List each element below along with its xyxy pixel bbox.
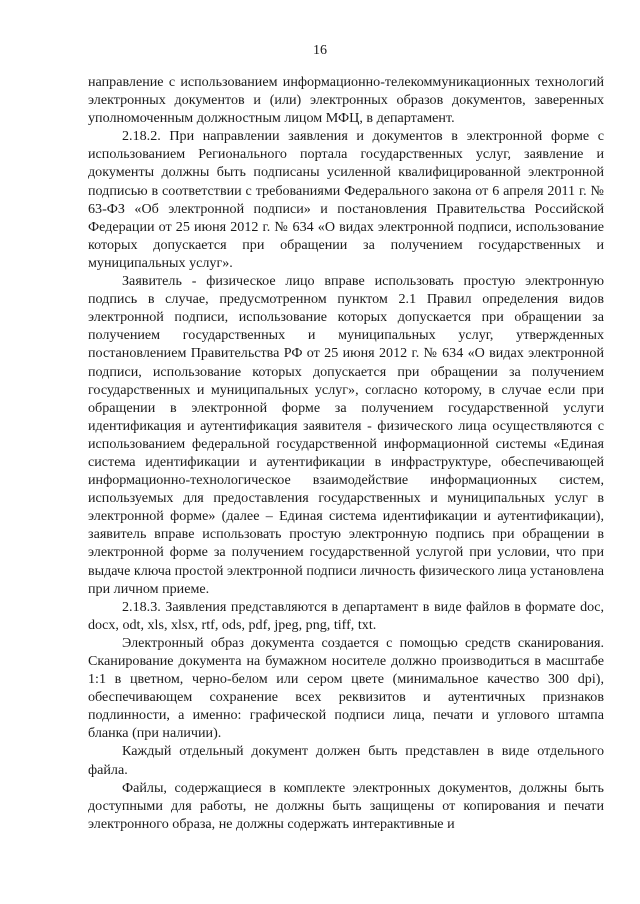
paragraph-separate-file: Каждый отдельный документ должен быть представлен в виде отдельного файла. (88, 743, 604, 778)
paragraph-continuation: направление с использованием информационно-телекоммуникационных технологий электронных документов и (или) электронных образов документов, заверенных уполномоченным должностным лицом МФЦ, в департамент. (88, 74, 604, 127)
document-body (88, 73, 604, 833)
page-number: 16 (313, 43, 327, 58)
paragraph-simple-signature: Заявитель - физическое лицо вправе использовать простую электронную подпись в случае, предусмотренном пунктом 2.1 Правил определения видов электронной подписи, использование которых допускается при обращении за получением государственных и муниципальных услуг, утвержденных постановлением Правительства РФ от 25 июня 2012 г. № 634 «О видах электронной подписи, использование которых допускается при обращении за получением государственных и муниципальных услуг», согласно которому, в случае если при обращении в электронной форме за получением государственной услуги идентификация и аутентификация заявителя - физического лица осуществляются с использованием федеральной государственной информационной системы «Единая система идентификации и аутентификации в инфраструктуре, обеспечивающей информационно-технологическое взаимодействие информационных систем, используемых для предоставления государственных и муниципальных услуг в электронной форме» (далее – Единая система идентификации и аутентификации), заявитель вправе использовать простую электронную подпись при обращении в электронной форме за получением государственной услугой при условии, что при выдаче ключа простой электронной подписи личность физического лица установлена при личном приеме. (88, 273, 604, 597)
paragraph-2-18-3: 2.18.3. Заявления представляются в департамент в виде файлов в формате doc, docx, odt, xls, xlsx, rtf, ods, pdf, jpeg, png, tiff, txt. (88, 598, 604, 633)
paragraph-2-18-2: 2.18.2. При направлении заявления и документов в электронной форме с использованием Регионального портала государственных услуг, заявление и документы должны быть подписаны усиленной квалифицированной электронной подписью в соответствии с требованиями Федерального закона от 6 апреля 2011 г. № 63-ФЗ «Об электронной подписи» и постановления Правительства Российской Федерации от 25 июня 2012 г. № 634 «О видах электронной подписи, использование которых допускается при обращении за получением государственных и муниципальных услуг». (88, 128, 604, 271)
paragraph-scanning: Электронный образ документа создается с помощью средств сканирования. Сканирование документа на бумажном носителе должно производиться в масштабе 1:1 в цветном, черно-белом или сером цвете (минимальное качество 300 dpi), обеспечивающем сохранение всех реквизитов и аутентичных признаков подлинности, а именно: графической подписи лица, печати и углового штампа бланка (при наличии). (88, 634, 604, 742)
paragraph-file-requirements: Файлы, содержащиеся в комплекте электронных документов, должны быть доступными для работы, не должны быть защищены от копирования и печати электронного образа, не должны содержать интерактивные и (88, 779, 604, 832)
